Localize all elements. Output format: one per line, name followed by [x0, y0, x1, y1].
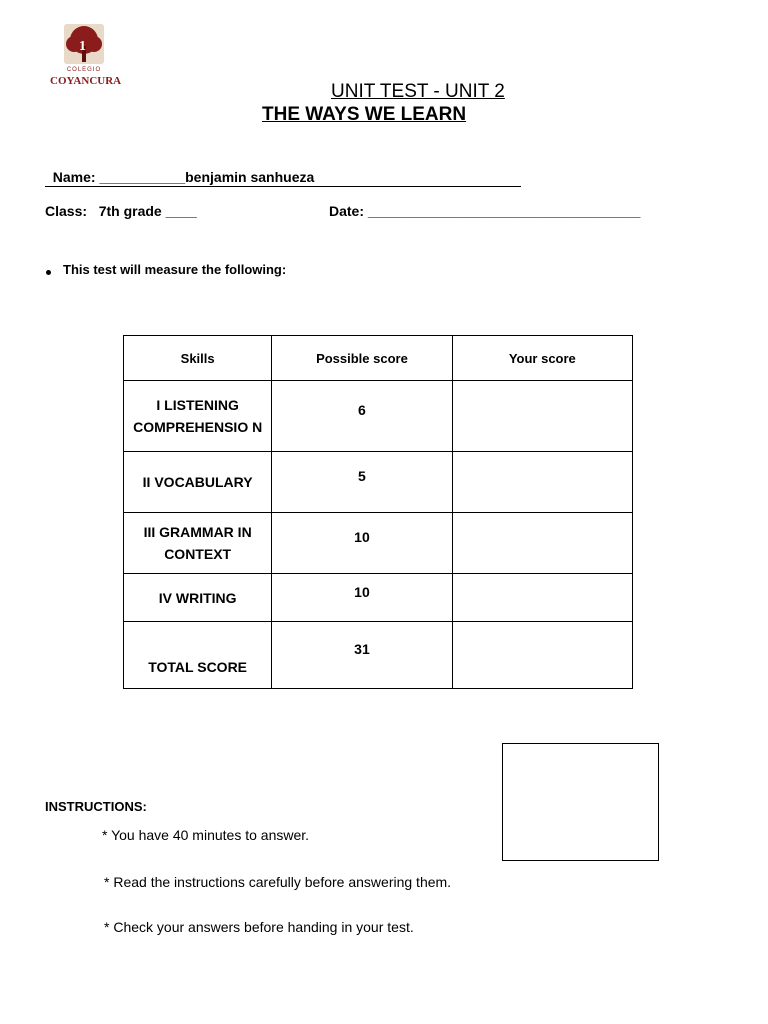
page-title: UNIT TEST - UNIT 2 — [331, 81, 505, 102]
your-score-cell[interactable] — [452, 513, 632, 574]
name-label: Name: ___________ — [52, 169, 186, 185]
tree-logo-icon — [48, 22, 120, 68]
table-row — [124, 513, 633, 574]
total-score-label: TOTAL SCORE — [148, 659, 248, 675]
table-row — [124, 381, 633, 452]
name-value: benjamin sanhueza — [185, 169, 315, 185]
possible-score-cell — [272, 452, 452, 513]
logo-top-text: COLEGIO — [66, 67, 102, 73]
table-row — [124, 574, 633, 622]
name-underline — [45, 186, 521, 187]
instruction-item: * Check your answers before handing in your test. — [104, 919, 414, 935]
your-score-cell[interactable] — [452, 574, 632, 622]
svg-text:1: 1 — [79, 39, 86, 54]
possible-score: 31 — [354, 641, 370, 657]
possible-score-cell — [272, 513, 452, 574]
skill-cell — [124, 622, 272, 689]
possible-score-cell — [272, 622, 452, 689]
instructions-heading: INSTRUCTIONS: — [45, 799, 147, 814]
bullet-icon — [46, 270, 51, 275]
skill-cell: I LISTENING COMPREHENSIO N — [124, 381, 272, 452]
possible-score: 5 — [358, 468, 366, 484]
instruction-item: * Read the instructions carefully before answering them. — [104, 874, 452, 890]
your-score-cell[interactable] — [452, 622, 632, 689]
possible-score-cell — [272, 381, 452, 452]
table-row — [124, 452, 633, 513]
header-possible-score: Possible score — [272, 336, 452, 381]
possible-score-cell — [272, 574, 452, 622]
table-header-row — [124, 336, 633, 381]
date-field[interactable]: Date: ___________________________________ — [329, 203, 641, 219]
your-score-cell[interactable] — [452, 381, 632, 452]
header-your-score: Your score — [452, 336, 632, 381]
bullet-text: This test will measure the following: — [63, 262, 287, 277]
header-skills: Skills — [124, 336, 272, 381]
page-subtitle: THE WAYS WE LEARN — [262, 104, 467, 125]
skill-cell: III GRAMMAR IN CONTEXT — [124, 513, 272, 574]
table-row — [124, 622, 633, 689]
class-field[interactable]: Class: 7th grade ____ — [45, 203, 197, 219]
school-logo — [48, 22, 120, 92]
your-score-cell[interactable] — [452, 452, 632, 513]
instruction-item: * You have 40 minutes to answer. — [102, 827, 310, 843]
skill-cell: II VOCABULARY — [124, 452, 272, 513]
skill-cell: IV WRITING — [124, 574, 272, 622]
name-field[interactable] — [45, 153, 314, 185]
score-table — [123, 335, 633, 689]
possible-score: 6 — [358, 402, 366, 418]
possible-score: 10 — [354, 529, 370, 545]
possible-score: 10 — [354, 583, 370, 600]
logo-name: COYANCURA — [50, 75, 122, 87]
grade-box[interactable] — [502, 743, 659, 861]
